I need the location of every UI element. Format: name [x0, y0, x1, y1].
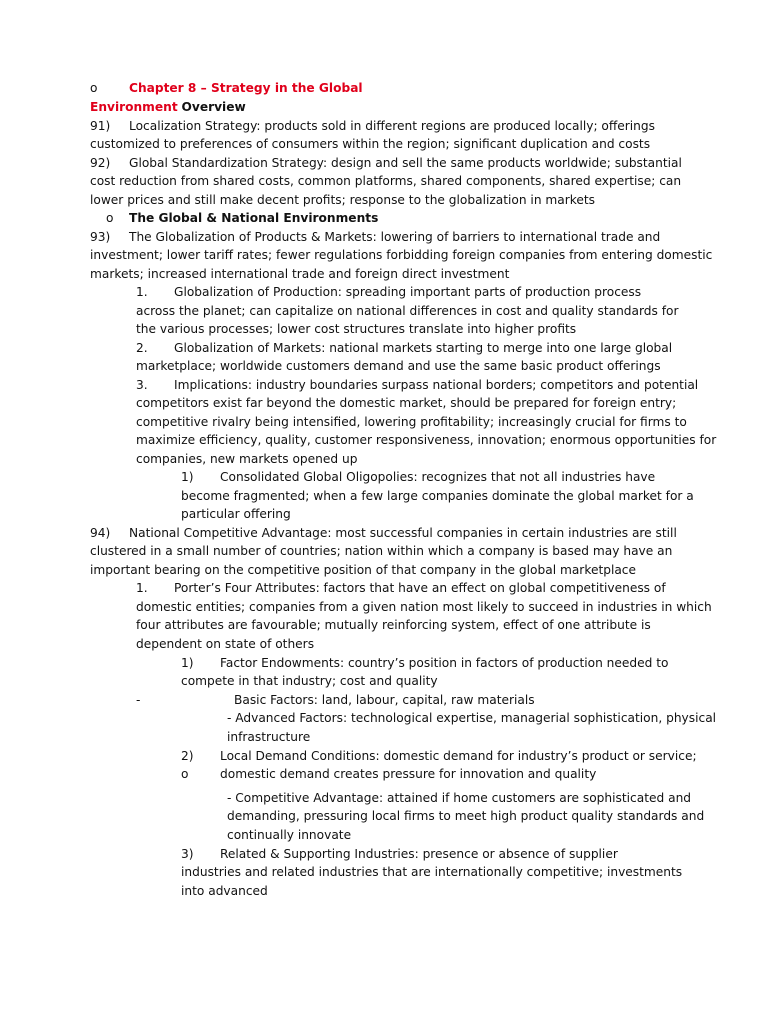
- numbered-1-line: the various processes; lower cost structures translate into higher profits: [136, 322, 577, 336]
- numbered-1-line: across the planet; can capitalize on national differences in cost and quality standards for: [136, 304, 679, 318]
- sub-item-1-line: become fragmented; when a few large companies dominate the global market for a: [181, 489, 694, 503]
- numbered-1-number: 1.: [136, 285, 148, 299]
- numbered-2-line: Globalization of Markets: national markets starting to merge into one large global: [174, 341, 673, 355]
- numbered-1-line: Globalization of Production: spreading important parts of production process: [174, 285, 642, 299]
- factor-3-number: 3): [181, 847, 194, 861]
- section-heading: The Global & National Environments: [129, 211, 379, 225]
- dash-bullet: -: [136, 693, 141, 707]
- sub-item-1-number: 1): [181, 470, 194, 484]
- section-bullet: o: [106, 211, 114, 225]
- factor-3-line: industries and related industries that are internationally competitive; investments: [181, 865, 683, 879]
- numbered-3-line: maximize efficiency, quality, customer responsiveness, innovation; enormous opportunities for: [136, 433, 717, 447]
- competitive-advantage-line: - Competitive Advantage: attained if home customers are sophisticated and: [227, 791, 692, 805]
- porter-line: Porter’s Four Attributes: factors that have an effect on global competitiveness of: [174, 581, 666, 595]
- item-93-number: 93): [90, 230, 111, 244]
- item-94-number: 94): [90, 526, 111, 540]
- item-91-line: customized to preferences of consumers within the region; significant duplication and costs: [90, 137, 651, 151]
- porter-number: 1.: [136, 581, 148, 595]
- porter-line: four attributes are favourable; mutually reinforcing system, effect of one attribute is: [136, 618, 651, 632]
- factor-2-number: 2): [181, 749, 194, 763]
- factor-1-line: compete in that industry; cost and quality: [181, 674, 438, 688]
- basic-factors: Basic Factors: land, labour, capital, raw materials: [234, 693, 535, 707]
- item-91-line: Localization Strategy: products sold in different regions are produced locally; offerings: [129, 119, 655, 133]
- factor-2-bullet: o: [181, 767, 189, 781]
- factor-3-line: into advanced: [181, 884, 268, 898]
- item-92-number: 92): [90, 156, 111, 170]
- advanced-factors-line: - Advanced Factors: technological expertise, managerial sophistication, physical: [227, 711, 717, 725]
- overview-heading: Overview: [181, 100, 246, 114]
- item-92-line: Global Standardization Strategy: design and sell the same products worldwide; substantial: [129, 156, 682, 170]
- item-94-line: important bearing on the competitive position of that company in the global marketplace: [90, 563, 637, 577]
- item-92-line: lower prices and still make decent profits; response to the globalization in markets: [90, 193, 596, 207]
- factor-3-line: Related & Supporting Industries: presence or absence of supplier: [220, 847, 618, 861]
- numbered-3-line: Implications: industry boundaries surpass national borders; competitors and potential: [174, 378, 699, 392]
- chapter-title-environment: Environment: [90, 100, 178, 114]
- factor-2-line: Local Demand Conditions: domestic demand for industry’s product or service;: [220, 749, 697, 763]
- item-93-line: The Globalization of Products & Markets: lowering of barriers to international trade and: [129, 230, 661, 244]
- factor-2-line: domestic demand creates pressure for innovation and quality: [220, 767, 597, 781]
- item-93-line: investment; lower tariff rates; fewer regulations forbidding foreign companies from entering domestic: [90, 248, 713, 262]
- porter-line: domestic entities; companies from a given nation most likely to succeed in industries in which: [136, 600, 712, 614]
- competitive-advantage-line: continually innovate: [227, 828, 352, 842]
- competitive-advantage-line: demanding, pressuring local firms to meet high product quality standards and: [227, 809, 705, 823]
- sub-item-1-line: particular offering: [181, 507, 291, 521]
- item-91-number: 91): [90, 119, 111, 133]
- header-bullet: o: [90, 81, 98, 95]
- item-92-line: cost reduction from shared costs, common platforms, shared components, shared expertise; can: [90, 174, 682, 188]
- item-94-line: National Competitive Advantage: most successful companies in certain industries are still: [129, 526, 677, 540]
- factor-1-line: Factor Endowments: country’s position in factors of production needed to: [220, 656, 669, 670]
- sub-item-1-line: Consolidated Global Oligopolies: recognizes that not all industries have: [220, 470, 656, 484]
- numbered-2-line: marketplace; worldwide customers demand and use the same basic product offerings: [136, 359, 661, 373]
- numbered-3-line: competitors exist far beyond the domestic market, should be prepared for foreign entry;: [136, 396, 677, 410]
- chapter-title: Chapter 8 – Strategy in the Global: [129, 81, 363, 95]
- numbered-2-number: 2.: [136, 341, 148, 355]
- chapter-title-line2: [90, 98, 246, 117]
- numbered-3-number: 3.: [136, 378, 148, 392]
- porter-line: dependent on state of others: [136, 637, 315, 651]
- numbered-3-line: competitive rivalry being intensified, lowering profitability; increasingly crucial for firms to: [136, 415, 687, 429]
- item-93-line: markets; increased international trade and foreign direct investment: [90, 267, 510, 281]
- item-94-line: clustered in a small number of countries; nation within which a company is based may have an: [90, 544, 673, 558]
- advanced-factors-line: infrastructure: [227, 730, 311, 744]
- numbered-3-line: companies, new markets opened up: [136, 452, 358, 466]
- factor-1-number: 1): [181, 656, 194, 670]
